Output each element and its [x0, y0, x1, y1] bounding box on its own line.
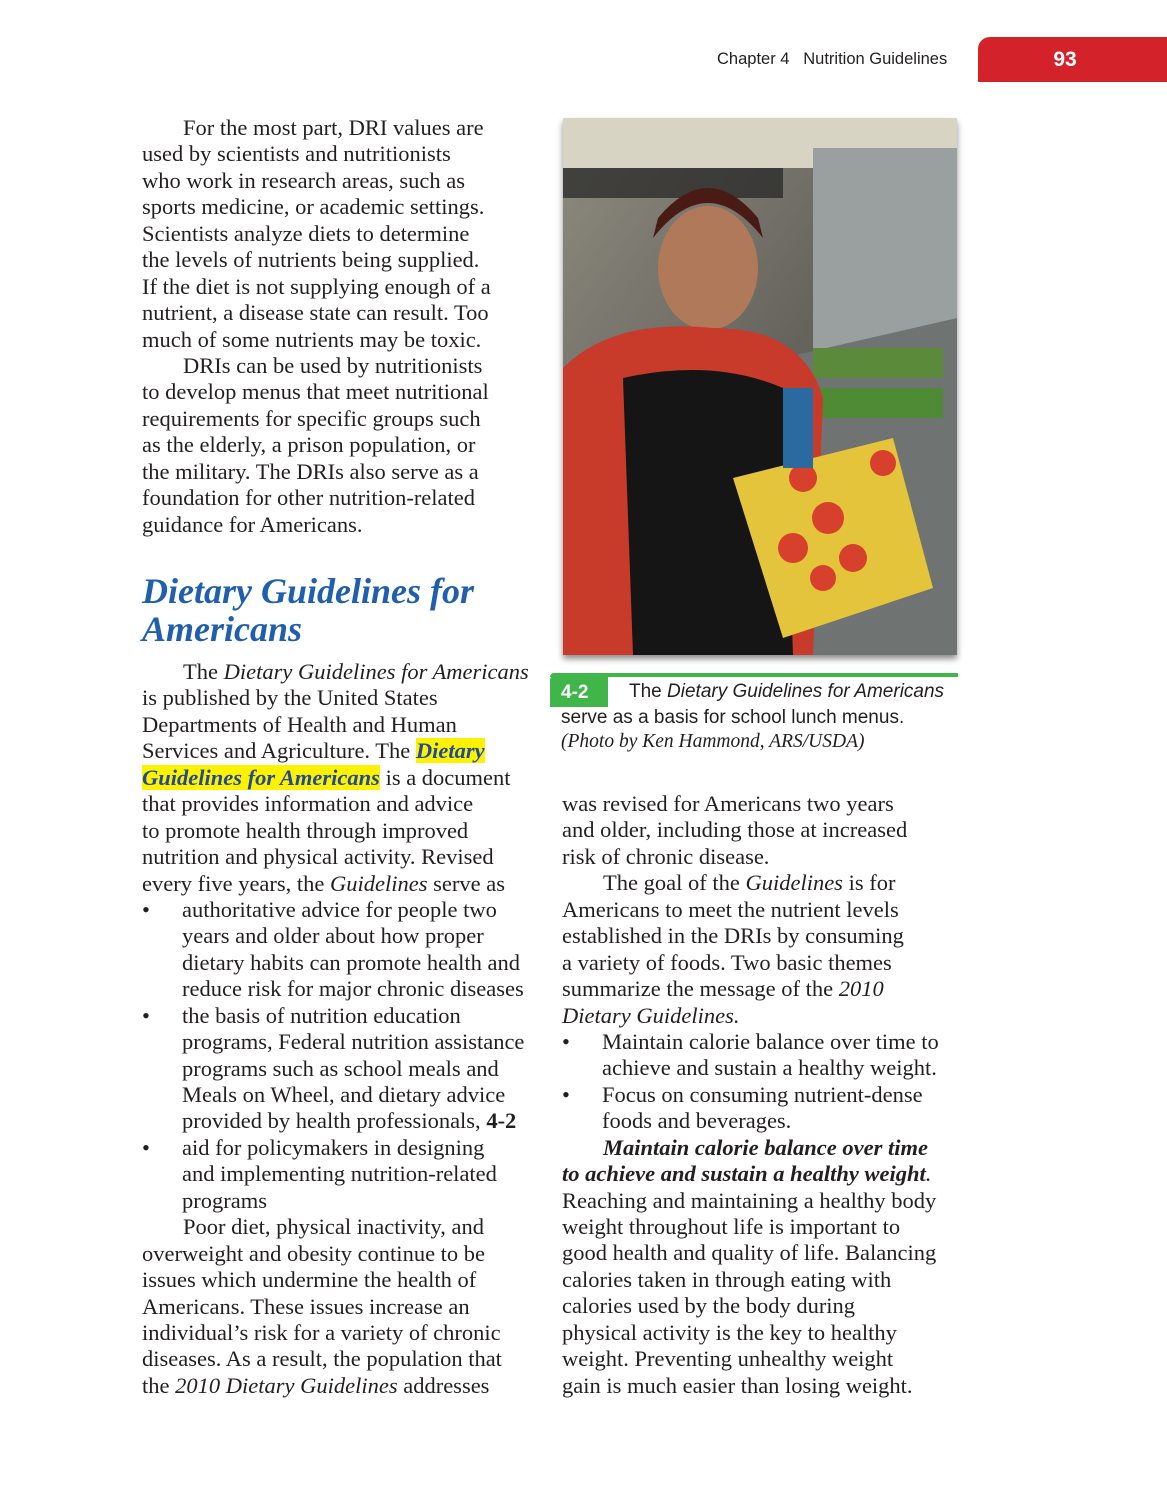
- text-run: 2010: [838, 976, 884, 1002]
- bullet-item: [142, 897, 542, 923]
- text-line: [562, 1267, 962, 1293]
- bullet-icon: •: [562, 1028, 570, 1054]
- text-run: used by scientists and nutritionists: [142, 141, 451, 167]
- text-run: programs such as school meals and: [182, 1055, 499, 1081]
- text-run: established in the DRIs by consuming: [562, 923, 904, 949]
- text-run: foundation for other nutrition-related: [142, 485, 476, 511]
- text-line: [562, 1214, 962, 1240]
- text-line: [562, 976, 962, 1002]
- bullet-item: [562, 1082, 962, 1108]
- heading-line-1: Dietary Guidelines for: [142, 571, 474, 611]
- text-line: [142, 738, 542, 764]
- text-line: [562, 1055, 962, 1081]
- text-run: diseases. As a result, the population that: [142, 1346, 502, 1372]
- text-run: Americans. These issues increase an: [142, 1293, 470, 1319]
- text-run: achieve and sustain a healthy weight.: [602, 1055, 937, 1081]
- text-run: to develop menus that meet nutritional: [142, 379, 489, 405]
- text-line: [142, 1346, 542, 1372]
- text-run: DRIs can be used by nutritionists: [183, 352, 483, 378]
- text-run: Dietary Guidelines for Americans: [223, 659, 529, 684]
- text-line: [562, 897, 962, 923]
- text-line: [562, 1188, 962, 1214]
- text-line: [142, 459, 542, 485]
- text-run: 4-2: [486, 1108, 517, 1134]
- text-run: and older, including those at increased: [562, 817, 908, 843]
- text-line: [142, 194, 542, 220]
- bullet-icon: •: [562, 1081, 570, 1107]
- bullet-item: [562, 1029, 962, 1055]
- text-run: dietary habits can promote health and: [182, 949, 521, 975]
- text-run: the military. The DRIs also serve as a: [142, 458, 479, 484]
- text-line: [142, 247, 542, 273]
- text-run: Americans to meet the nutrient levels: [562, 896, 899, 922]
- text-run: as the elderly, a prison population, or: [142, 432, 476, 458]
- text-line: [142, 274, 542, 300]
- caption-rule: [550, 673, 958, 677]
- text-run: Maintain calorie balance over time to: [602, 1028, 939, 1054]
- text-line: [562, 1320, 962, 1346]
- text-run: reduce risk for major chronic diseases: [182, 976, 524, 1002]
- text-line: [142, 327, 542, 353]
- text-run: overweight and obesity continue to be: [142, 1240, 486, 1266]
- text-line: [142, 871, 542, 897]
- text-run: guidance for Americans.: [142, 511, 363, 537]
- text-run: For the most part, DRI values are: [183, 115, 484, 140]
- text-run: to promote health through improved: [142, 817, 469, 843]
- text-run: is a document: [379, 764, 511, 790]
- text-run: nutrition and physical activity. Revised: [142, 844, 494, 870]
- left-column-intro: [142, 115, 542, 538]
- bullet-item: [142, 1003, 542, 1029]
- text-line: [142, 1320, 542, 1346]
- text-line: [142, 432, 542, 458]
- text-line: [142, 1161, 542, 1187]
- text-line: [562, 1346, 962, 1372]
- bullet-icon: •: [142, 1134, 150, 1160]
- highlighted-term: Dietary: [415, 738, 485, 764]
- text-run: Poor diet, physical inactivity, and: [183, 1214, 484, 1240]
- text-line: [142, 765, 542, 791]
- text-line: [142, 1294, 542, 1320]
- text-run: Maintain calorie balance over time: [603, 1134, 928, 1160]
- text-run: the: [142, 1372, 176, 1398]
- chapter-label: Chapter 4: [717, 50, 790, 68]
- bullet-item: [142, 1135, 542, 1161]
- bullet-icon: •: [142, 896, 150, 922]
- text-line: [142, 950, 542, 976]
- text-run: calories taken in through eating with: [562, 1266, 892, 1292]
- text-run: risk of chronic disease.: [562, 843, 770, 869]
- text-run: requirements for specific groups such: [142, 405, 481, 431]
- text-run: Meals on Wheel, and dietary advice: [182, 1082, 506, 1107]
- text-run: 2010 Dietary Guidelines: [175, 1372, 398, 1398]
- text-run: Focus on consuming nutrient-dense: [602, 1081, 923, 1107]
- text-line: [142, 1188, 542, 1214]
- text-run: authoritative advice for people two: [182, 896, 497, 922]
- text-line: [562, 1161, 962, 1187]
- text-line: [142, 1108, 542, 1134]
- text-line: [142, 168, 542, 194]
- highlighted-term: Guidelines for Americans: [142, 764, 380, 790]
- text-run: every five years, the: [142, 870, 331, 896]
- text-line: [562, 1293, 962, 1319]
- text-run: nutrient, a disease state can result. Too: [142, 300, 489, 326]
- text-line: [142, 791, 542, 817]
- text-run: is for: [842, 870, 896, 896]
- text-line: [142, 485, 542, 511]
- text-line: [142, 685, 542, 711]
- text-line: [142, 221, 542, 247]
- text-line: [142, 976, 542, 1002]
- text-line: [562, 817, 962, 843]
- text-line: [142, 406, 542, 432]
- text-run: physical activity is the key to healthy: [562, 1319, 897, 1345]
- text-line: [142, 1056, 542, 1082]
- page-number: 93: [1053, 48, 1077, 71]
- text-run: Reaching and maintaining a healthy body: [562, 1187, 937, 1213]
- text-run: Guidelines: [330, 870, 428, 896]
- text-line: [562, 1003, 962, 1029]
- text-line: [142, 353, 542, 379]
- text-run: to achieve and sustain a healthy weight: [562, 1161, 926, 1187]
- text-run: foods and beverages.: [602, 1108, 792, 1134]
- text-run: programs: [182, 1187, 267, 1213]
- text-run: gain is much easier than losing weight.: [562, 1372, 913, 1398]
- text-run: weight throughout life is important to: [562, 1214, 901, 1239]
- photo-illustration: [563, 118, 957, 655]
- text-run: good health and quality of life. Balancing: [562, 1240, 937, 1266]
- text-line: [142, 844, 542, 870]
- text-run: a variety of foods. Two basic themes: [562, 949, 892, 975]
- text-run: individual’s risk for a variety of chronic: [142, 1319, 501, 1345]
- text-line: [142, 818, 542, 844]
- right-column-body: [562, 791, 962, 1399]
- text-line: [142, 115, 542, 141]
- caption-text: The: [629, 681, 668, 702]
- text-line: [142, 1267, 542, 1293]
- text-run: was revised for Americans two years: [562, 791, 894, 816]
- text-run: serve as: [427, 870, 505, 896]
- bullet-icon: •: [142, 1002, 150, 1028]
- text-line: [142, 1214, 542, 1240]
- text-run: who work in research areas, such as: [142, 167, 465, 193]
- text-line: [562, 1373, 962, 1399]
- text-line: [142, 659, 542, 685]
- photo-credit: (Photo by Ken Hammond, ARS/USDA): [561, 731, 865, 752]
- text-line: [562, 950, 962, 976]
- text-run: issues which undermine the health of: [142, 1267, 477, 1293]
- caption-title: Dietary Guidelines for Americans: [667, 681, 945, 702]
- heading-line-2: Americans: [142, 609, 303, 649]
- text-line: [562, 923, 962, 949]
- text-line: [562, 791, 962, 817]
- text-run: and implementing nutrition-related: [182, 1161, 497, 1187]
- text-line: [142, 712, 542, 738]
- text-run: Dietary Guidelines.: [562, 1002, 740, 1028]
- text-run: the basis of nutrition education: [182, 1002, 461, 1028]
- text-line: [142, 512, 542, 538]
- text-line: [562, 1240, 962, 1266]
- text-line: [562, 870, 962, 896]
- text-line: [142, 923, 542, 949]
- figure-number: 4-2: [550, 673, 608, 707]
- text-run: The: [183, 659, 224, 684]
- text-line: [142, 1373, 542, 1399]
- text-run: programs, Federal nutrition assistance: [182, 1029, 525, 1055]
- text-run: summarize the message of the: [562, 976, 839, 1002]
- running-header: [717, 50, 947, 69]
- text-run: addresses: [397, 1372, 490, 1398]
- text-run: years and older about how proper: [182, 923, 484, 949]
- left-column-body: [142, 659, 542, 1399]
- text-run: Departments of Health and Human: [142, 711, 457, 737]
- text-run: Scientists analyze diets to determine: [142, 220, 470, 246]
- text-run: The goal of the: [603, 870, 746, 896]
- text-line: [142, 141, 542, 167]
- text-line: [562, 844, 962, 870]
- text-run: weight. Preventing unhealthy weight: [562, 1346, 894, 1372]
- text-run: the levels of nutrients being supplied.: [142, 247, 480, 273]
- text-line: [142, 1029, 542, 1055]
- text-run: calories used by the body during: [562, 1293, 856, 1319]
- text-run: .: [925, 1161, 932, 1187]
- text-line: [142, 379, 542, 405]
- text-run: Services and Agriculture. The: [142, 738, 416, 764]
- text-run: sports medicine, or academic settings.: [142, 194, 485, 220]
- text-run: provided by health professionals,: [182, 1108, 487, 1134]
- text-run: If the diet is not supplying enough of a: [142, 273, 491, 299]
- text-line: [142, 300, 542, 326]
- text-run: that provides information and advice: [142, 791, 474, 817]
- text-line: [562, 1108, 962, 1134]
- text-line: [142, 1082, 542, 1108]
- figure-photo-cafeteria-worker: [563, 118, 957, 655]
- caption-line-1: [629, 681, 944, 703]
- text-line: [562, 1135, 962, 1161]
- section-heading: [142, 572, 474, 648]
- text-run: Guidelines: [745, 870, 843, 896]
- text-run: is published by the United States: [142, 685, 438, 711]
- chapter-title: Nutrition Guidelines: [803, 50, 948, 68]
- text-run: much of some nutrients may be toxic.: [142, 326, 482, 352]
- caption-line-2: serve as a basis for school lunch menus.: [561, 707, 905, 728]
- text-line: [142, 1241, 542, 1267]
- text-run: aid for policymakers in designing: [182, 1134, 485, 1160]
- page-number-tab: [978, 37, 1167, 82]
